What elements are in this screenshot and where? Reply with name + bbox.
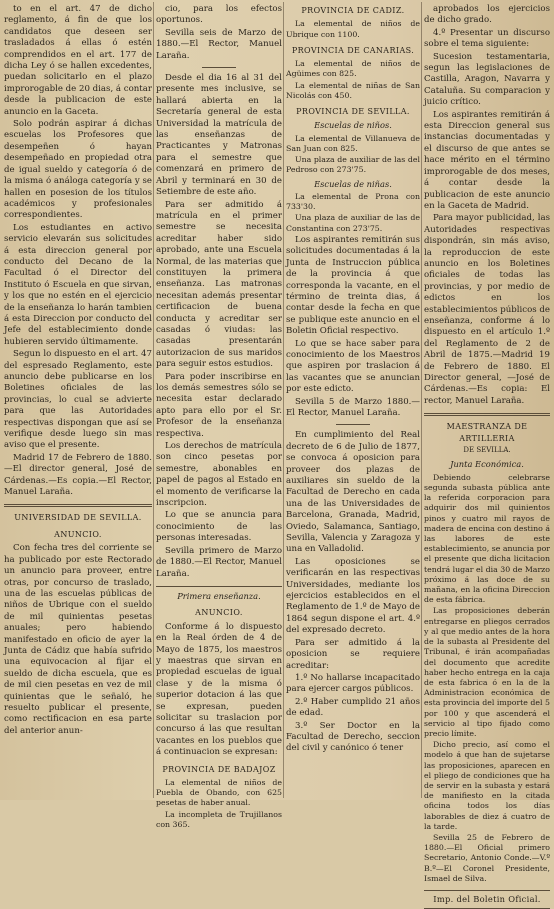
column-rule <box>153 2 154 798</box>
signature: Sevilla 25 de Febrero de 1880.—El Oficial primero Secretario, Antonio Conde.—V.º B.º—El Coronel Presidente, Ismael de Silva. <box>424 832 550 883</box>
vacancy-item: Una plaza de auxiliar de las de Constantina con 273'75. <box>286 213 420 233</box>
paragraph: Para ser admitido á matrícula en el primer semestre se necesita acreditar haber sido aprobado, ante una Escuela Normal, de las materias que constituyen la primera enseñanza. Las matronas necesitan además presentar certificacion de buena conducta y acreditar ser casadas ó viudas: las casadas presentarán autorizacion de sus maridos para seguir estos estudios. <box>156 199 282 370</box>
requirement-item: 1.º No hallarse incapacitado para ejercer cargos públicos. <box>286 672 420 695</box>
vacancy-item: La elemental de niñas de San Nicolás con 450. <box>286 80 420 100</box>
paragraph: Conforme á lo dispuesto en la Real órden de 4 de Mayo de 1875, los maestros y maestras que sirvan en propiedad escuelas de igual clase y de la misma ó superior dotacion á las que se expresan, pueden solicitar su traslacion por concurso á las que resultan vacantes en los pueblos que á continuacion se expresan: <box>156 621 282 758</box>
paragraph: En cumplimiento del Real decreto de 6 de Julio de 1877, se convoca á oposicion para proveer dos plazas de auxiliares sin sueldo de la Facultad de Derecho en cada una de las Universidades de Barcelona, Granada, Madrid, Oviedo, Salamanca, Santiago, Sevilla, Valencia y Zaragoza y una en Valladolid. <box>286 430 420 555</box>
paragraph: Para poder inscribirse en los demás semestres sólo se necesita estar declarado apto para ello por el Sr. Profesor de la enseñanza respectiva. <box>156 371 282 439</box>
paragraph: Las proposiciones deberán entregarse en pliegos cerrados y al que medio antes de la hora de la subasta al Presidente del Tribunal, é irán acompañadas del documento que acredite haber hecho entrega en la caja de esta fabrica ó en la de la Administracion económica de esta provincia del importe del 5 por 100 y que ascenderá el servicio al tipo fijado como precio límite. <box>424 606 550 738</box>
signature: Sevilla 5 de Marzo 1880.—El Rector, Manuel Laraña. <box>286 396 420 418</box>
divider <box>424 413 550 416</box>
vacancy-item: La elemental de niños de Puebla de Obando, con 625 pesetas de haber anual. <box>156 778 282 808</box>
column-1 <box>4 4 152 796</box>
requirement-item: 4.º Presentar un discurso sobre el tema siguiente: <box>424 27 550 50</box>
column-2 <box>156 4 282 829</box>
subheading: Junta Económica. <box>450 459 524 470</box>
paragraph: to en el art. 47 de dicho reglamento, á fin de que los candidatos que deseen ser trasladados á ellas ó estén comprendidos en el art. 177 de dicha Ley ó se hallen excedentes, puedan solicitarlo en el plazo improrogable de 20 dias, á contar desde la publicacion de este anuncio en la Gaceta. <box>4 4 152 117</box>
divider <box>4 504 152 507</box>
vacancy-item: La elemental de niños de Ubrique con 1100. <box>286 19 420 39</box>
vacancy-item: La elemental de Prona con 733'30. <box>286 192 420 212</box>
requirement-item: 3.º Ser Doctor en la Facultad de Derecho, seccion del civil y canónico ó tener <box>286 720 420 754</box>
province-heading: PROVINCIA DE BADAJOZ <box>162 764 276 774</box>
province-heading: PROVINCIA DE CANARIAS. <box>291 45 415 55</box>
theme-text: Sucesion testamentaria, segun las legislaciones de Castilla, Aragon, Navarra y Cataluña. Su comparacion y juicio crítico. <box>424 51 550 108</box>
paragraph: Debiendo celebrarse segunda subasta pública ante la referida corporacion para adquirir dos mil quinientos pinos y cuatro mil rayos de madera de encina con destino á las labores de este establecimiento, se anuncia por el presente que dicha licitacion tendrá lugar el dia 30 de Marzo próximo á las doce de su mañana, en la oficina Direccion de esta fábrica. <box>424 472 550 605</box>
column-rule <box>283 2 284 798</box>
section-heading: UNIVERSIDAD DE SEVILLA. <box>14 513 142 523</box>
paragraph: Las oposiciones se verificarán en las respectivas Universidades, mediante los ejercicios establecidos en el Reglamento de 1.º de Mayo de 1864 segun dispone el art. 4.º del expresado decreto. <box>286 556 420 636</box>
divider <box>336 424 370 425</box>
column-rule <box>421 2 422 798</box>
province-heading: PROVINCIA DE SEVILLA. <box>296 107 410 117</box>
subheading: Escuelas de niños. <box>314 120 392 131</box>
section-subheading: DE SEVILLA. <box>463 446 511 455</box>
vacancy-item: La elemental de Villanueva de San Juan con 825. <box>286 133 420 154</box>
paragraph: Los estudiantes en activo servicio elevarán sus solicitudes á esta direccion general por conducto del Decano de la Facultad ó el Director del Instituto ó Escuela en que sirvan, y los que no estén en el ejercicio de la enseñanza lo harán tambien á esta Direccion por conducto del Jefe del establecimiento donde hubieren servido últimamente. <box>4 222 152 347</box>
paragraph: Lo que se anuncia para conocimiento de las personas interesadas. <box>156 510 282 544</box>
signature: Sevilla seis de Marzo de 1880.—El Rector, Manuel Laraña. <box>156 27 282 61</box>
paragraph: cio, para los efectos oportunos. <box>156 4 282 26</box>
vacancy-item: Una plaza de auxiliar de las del Pedroso con 273'75. <box>286 155 420 175</box>
paragraph: Los aspirantes remitirán á esta Direccion general sus instancias documentadas y el discurso de que antes se hace mérito en el término improrogable de dos meses, á contar desde la publicacion de este anuncio en la Gaceta de Madrid. <box>424 109 550 211</box>
paragraph: Lo que se hace saber para conocimiento de los Maestros que aspiren por traslacion á las vacantes que se anuncian por este edicto. <box>286 338 420 395</box>
section-heading: Primera enseñanza. <box>177 590 261 601</box>
printer-imprint: Imp. del Boletin Oficial. <box>424 890 550 909</box>
column-4 <box>424 4 551 904</box>
paragraph: Solo podrán aspirar á dichas escuelas los Profesores que desempeñen ó hayan desempeñado en propiedad otra de igual sueldo y categoría ó de la misma ó análoga categoría y se hallen en posesion de los títulos académicos y profesionales correspondientes. <box>4 119 152 221</box>
divider <box>156 586 282 587</box>
section-subheading: ANUNCIO. <box>54 529 102 539</box>
paragraph: aprobados los ejercicios de dicho grado. <box>424 4 550 26</box>
paragraph: Con fecha tres del corriente se ha publicado por este Rectorado un anuncio para proveer, entre otras, por concurso de traslado, una de las escuelas públicas de niños de Ubrique con el sueldo de mil quinientas pesetas anuales; pero habiendo manifestado en oficio de ayer la Junta de Cádiz que había sufrido una equivocacion al fijar el sueldo de dicha escuela, que es de mil cien pesetas en vez de mil quinientas que le señaló, he resuelto publicar el presente, como rectificacion en esa parte del anterior anun- <box>4 543 152 736</box>
vacancy-item: La elemental de niños de Agüimes con 825. <box>286 59 420 79</box>
vacancy-item: La incompleta de Trujillanos con 365. <box>156 809 282 829</box>
divider <box>202 67 236 68</box>
province-heading: PROVINCIA DE CADIZ. <box>301 6 405 15</box>
section-heading: MAESTRANZA DE ARTILLERIA <box>446 422 528 443</box>
paragraph: Segun lo dispuesto en el art. 47 del espresado Reglamento, este anuncio debe publicarse en los Boletines oficiales de las provincias, lo cual se advierte para que las Autoridades respectivas dispongan que así se verifique desde luego sin mas aviso que el presente. <box>4 349 152 451</box>
paragraph: Dicho precio, así como el modelo á que han de sujetarse las proposiciones, aparecen en el pliego de condiciones que ha de servir en la subasta y estará de manifiesto en la citada oficina todos los días laborables de diez á cuatro de la tarde. <box>424 740 550 831</box>
paragraph: Los aspirantes remitirán sus solicitudes documentadas á la Junta de Instruccion pública de la provincia á que corresponda la vacante, en el término de treinta dias, á contar desde la fecha en que se publique este anuncio en el Boletin Oficial respectivo. <box>286 234 420 337</box>
column-3 <box>286 4 420 796</box>
section-subheading: ANUNCIO. <box>195 608 243 618</box>
paragraph: Para ser admitido á la oposicion se requiere acreditar: <box>286 637 420 671</box>
subheading: Escuelas de niñas. <box>314 178 392 189</box>
requirement-item: 2.º Haber cumplido 21 años de edad. <box>286 696 420 719</box>
signature: Madrid 17 de Febrero de 1880.—El director general, José de Cárdenas.—Es copia.—El Rector, Manuel Laraña. <box>4 452 152 498</box>
paragraph: Para mayor publicidad, las Autoridades respectivas dispondrán, sin más aviso, la reproduccion de este anuncio en los Boletines oficiales de todas las provincias, y por medio de edictos en los establecimientos públicos de enseñanza, conforme á lo dispuesto en el artículo 1.º del Reglamento de 2 de Abril de 1875.—Madrid 19 de Febrero de 1880. El Director general, —José de Cárdenas.—Es copia: El rector, Manuel Laraña. <box>424 213 551 406</box>
paragraph: Desde el dia 16 al 31 del presente mes inclusive, se hallará abierta en la Secretaría general de esta Universidad la matrícula de las enseñanzas de Practicantes y Matronas para el semestre que comenzará en primero de Abril y terminará en 30 de Setiembre de este año. <box>156 73 282 198</box>
signature: Sevilla primero de Marzo de 1880.—El Rector, Manuel Laraña. <box>156 545 282 579</box>
paragraph: Los derechos de matrícula son cinco pesetas por semestre, abonables en papel de pagos al Estado en el momento de verificarse la inscripcion. <box>156 441 282 509</box>
